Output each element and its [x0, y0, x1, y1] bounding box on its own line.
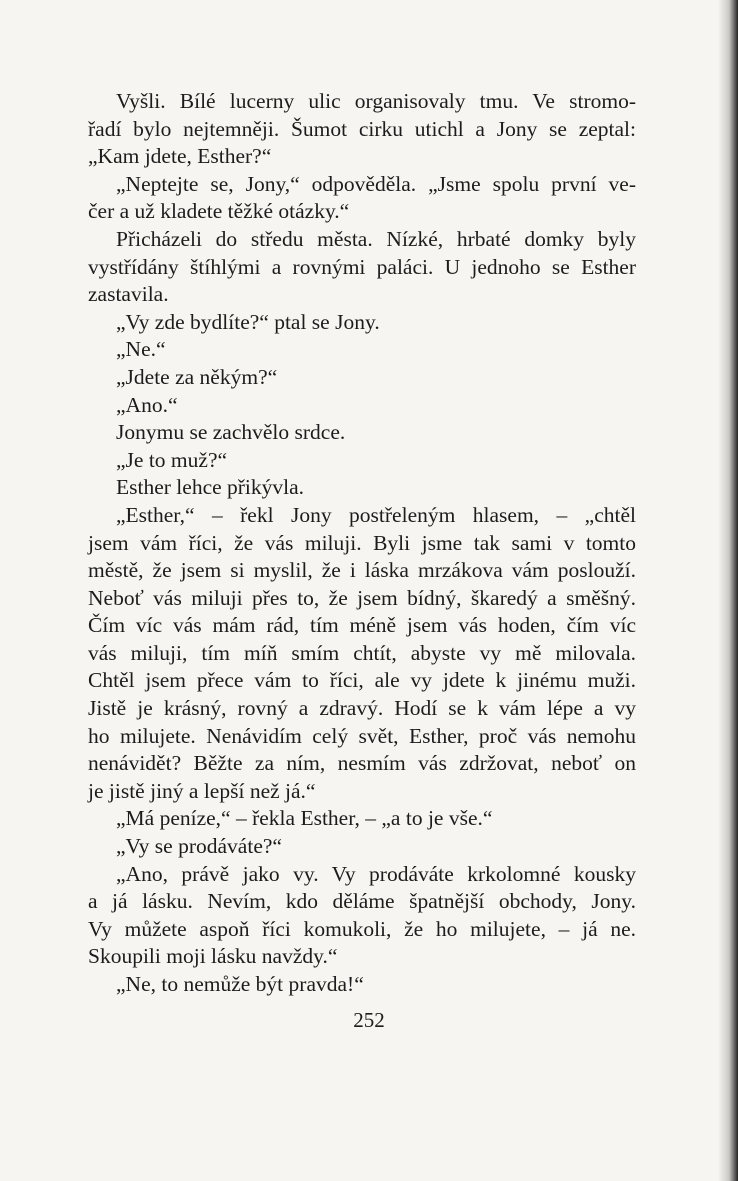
- text-line: „Kam jdete, Esther?“: [88, 144, 272, 169]
- text-line: je jistě jiný a lepší než já.“: [88, 778, 316, 803]
- text-line: zastavila.: [88, 282, 169, 307]
- text-line: „Má peníze,“ – řekla Esther, – „a to je vše.“: [116, 806, 493, 831]
- text-line: „Esther,“ – řekl Jony postřeleným hlasem, – „chtěl: [116, 502, 636, 527]
- text-line: Přicházeli do středu města. Nízké, hrbaté domky byly: [116, 226, 636, 251]
- text-line: „Ne, to nemůže být pravda!“: [116, 972, 364, 996]
- page-number: 252: [353, 1008, 385, 1032]
- text-line: vystřídány štíhlými a rovnými paláci. U jednoho se Esther: [88, 254, 636, 279]
- text-line: Skoupili moji lásku navždy.“: [88, 944, 338, 969]
- text-line: řadí bylo nejtemněji. Šumot cirku utichl a Jony se zeptal:: [88, 116, 636, 141]
- text-line: Chtěl jsem přece vám to říci, ale vy jdete k jinému muži.: [88, 668, 636, 693]
- text-line: vás miluji, tím míň smím chtít, abyste vy mě milovala.: [88, 640, 636, 665]
- text-line: Neboť vás miluji přes to, že jsem bídný, škaredý a směšný.: [88, 585, 636, 610]
- text-line: Jonymu se zachvělo srdce.: [116, 420, 346, 445]
- text-line: Vyšli. Bílé lucerny ulic organisovaly tmu. Ve stromo-: [116, 89, 636, 113]
- text-line: „Vy zde bydlíte?“ ptal se Jony.: [116, 309, 380, 334]
- text-line: „Jdete za někým?“: [116, 364, 278, 389]
- text-line: „Ano.“: [116, 392, 178, 417]
- text-line: Vy můžete aspoň říci komukoli, že ho milujete, – já ne.: [88, 916, 636, 941]
- text-line: „Neptejte se, Jony,“ odpověděla. „Jsme spolu první ve-: [116, 171, 636, 196]
- text-line: městě, že jsem si myslil, že i láska mrzákova vám poslouží.: [88, 558, 636, 583]
- text-line: Esther lehce přikývla.: [116, 475, 305, 500]
- text-line: nenávidět? Běžte za ním, nesmím vás zdržovat, neboť on: [88, 751, 636, 776]
- text-line: „Ne.“: [116, 337, 166, 362]
- text-line: jsem vám říci, že vás miluji. Byli jsme tak sami v tomto: [88, 530, 636, 555]
- text-line: „Vy se prodáváte?“: [116, 834, 282, 859]
- text-line: ho milujete. Nenávidím celý svět, Esther, proč vás nemohu: [88, 723, 636, 748]
- text-line: „Ano, právě jako vy. Vy prodáváte krkolomné kousky: [116, 861, 636, 886]
- text-line: „Je to muž?“: [116, 447, 228, 472]
- text-line: čer a už kladete těžké otázky.“: [88, 199, 350, 224]
- text-line: a já lásku. Nevím, kdo děláme špatnější obchody, Jony.: [88, 889, 636, 914]
- body-text: [88, 88, 636, 999]
- page-edge-shadow: [718, 0, 738, 1181]
- text-line: Jistě je krásný, rovný a zdravý. Hodí se k vám lépe a vy: [88, 696, 636, 721]
- text-line: Čím víc vás mám rád, tím méně jsem vás hoden, čím víc: [88, 613, 636, 638]
